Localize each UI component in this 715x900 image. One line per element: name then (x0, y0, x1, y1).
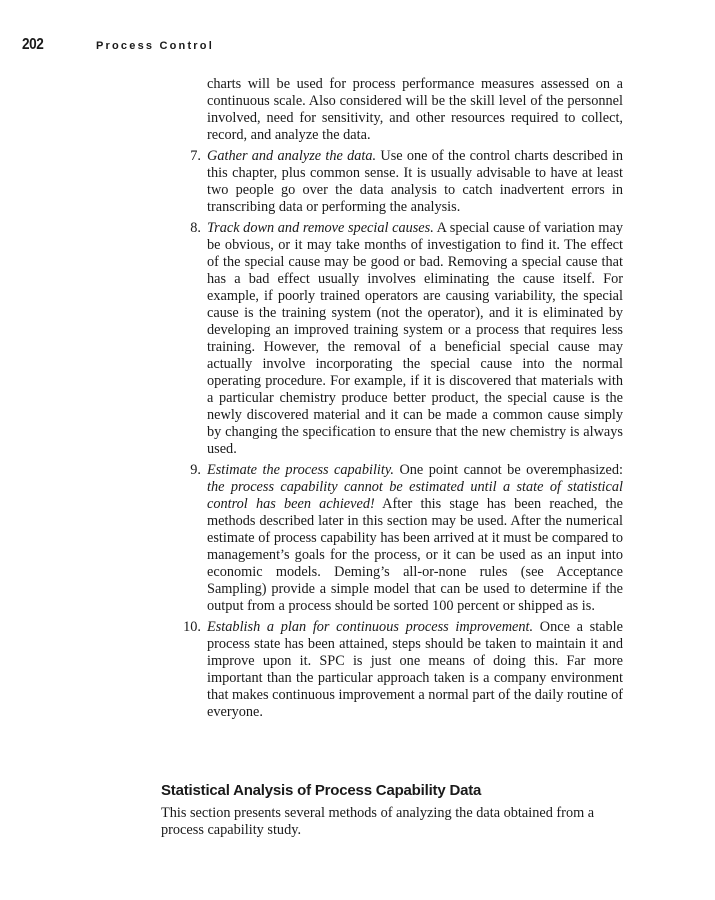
section-paragraph: This section presents several methods of analyzing the data obtained from a process capability study. (161, 805, 595, 838)
page-header (22, 36, 214, 54)
list-item-8 (190, 220, 623, 458)
list-item-9 (190, 462, 623, 615)
list-term: Gather and analyze the data. (207, 148, 377, 164)
list-number: 8. (190, 220, 201, 236)
page-number: 202 (22, 36, 44, 53)
list-item-10 (183, 619, 623, 721)
intro-paragraph: charts will be used for process performance measures assessed on a continuous scale. Also considered will be the skill level of the personnel involved, need for sensitivity, and other resources required to collect, record, and analyze the data. (207, 76, 623, 143)
list-text: One point cannot be overemphasized: (394, 462, 623, 478)
list-number: 10. (183, 619, 201, 635)
list-text: Once a stable process state has been attained, steps should be taken to maintain it and improve upon it. SPC is just one means of doing this. Far more important than the particular approach taken is a company environment that makes continuous improvement a normal part of the daily routine of everyone. (207, 619, 623, 720)
list-number: 7. (190, 148, 201, 164)
list-emphasis: the process capability cannot be estimated until a state of statistical control has been achieved! (207, 479, 623, 512)
numbered-list (183, 148, 623, 721)
section-heading: Statistical Analysis of Process Capability Data (161, 782, 482, 799)
running-head: Process Control (96, 40, 214, 52)
list-term: Establish a plan for continuous process improvement. (207, 619, 534, 635)
list-number: 9. (190, 462, 201, 478)
list-item-7 (190, 148, 623, 216)
section (161, 782, 623, 839)
list-term: Track down and remove special causes. (207, 220, 434, 236)
list-term: Estimate the process capability. (207, 462, 394, 478)
list-text: Use one of the control charts described in this chapter, plus common sense. It is usually advisable to have at least two people go over the data analysis to catch inadvertent errors in transcribing data or performing the analysis. (207, 148, 623, 215)
list-text: A special cause of variation may be obvious, or it may take months of investigation to find it. The effect of the special cause may be good or bad. Removing a special cause that has a bad effect usually involves eliminating the cause itself. For example, if poorly trained operators are causing variability, the special cause is the training system (not the operator), and it is eliminated by developing an improved training system or a process that requires less training. However, the removal of a beneficial special cause may actually involve incorporating the special cause into the normal operating procedure. For example, if it is discovered that materials with a particular chemistry produce better product, the special cause is the newly discovered material and it can be made a common cause simply by changing the specification to ensure that the new chemistry is always used. (207, 220, 623, 457)
list-text: After this stage has been reached, the methods described later in this section may be used. After the numerical estimate of process capability has been arrived at it must be compared to management’s goals for the process, or it can be used as an input into economic models. Deming’s all-or-none rules (see Acceptance Sampling) provide a simple model that can be used to determine if the output from a process should be sorted 100 percent or shipped as is. (207, 496, 623, 614)
body-text (183, 76, 623, 725)
